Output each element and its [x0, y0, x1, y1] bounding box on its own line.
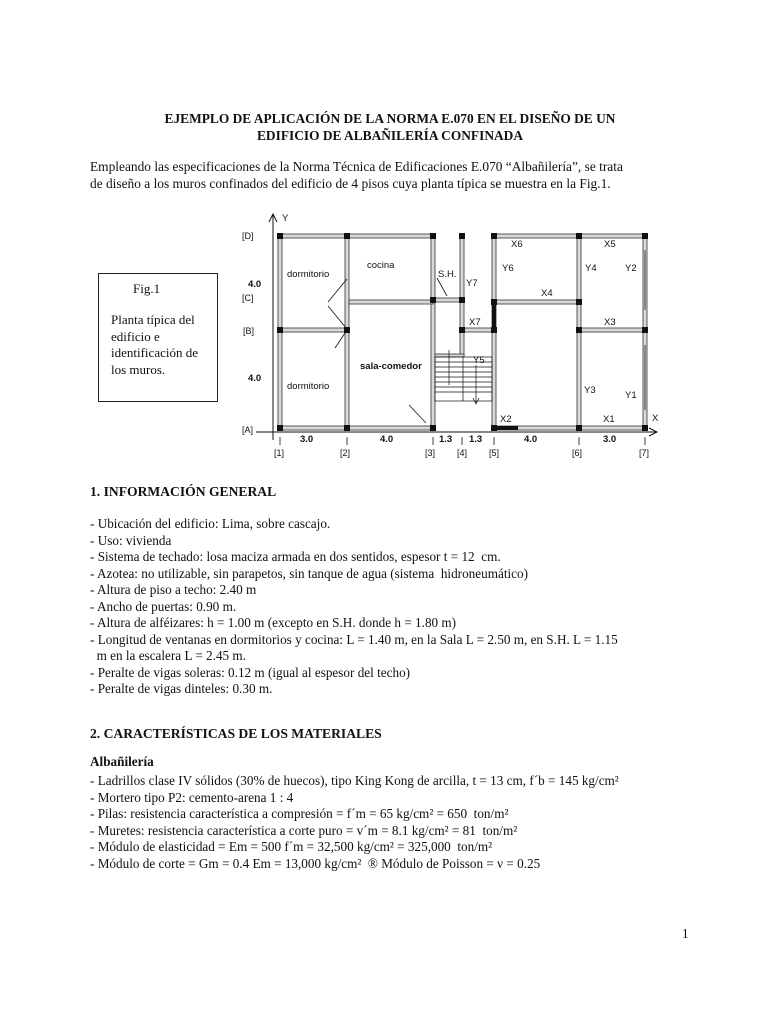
dim-h-6: 3.0 — [603, 434, 617, 445]
dim-h-4: 1.3 — [469, 434, 483, 445]
figure-title: Fig.1 — [133, 281, 161, 296]
room-sala-comedor: sala-comedor — [360, 361, 422, 372]
list-item: - Longitud de ventanas en dormitorios y cocina: L = 1.40 m, en la Sala L = 2.50 m, en S.H. L = 1.15 — [90, 631, 618, 647]
grid-row-a: [A] — [242, 425, 254, 435]
wall-label-x1: X1 — [603, 414, 615, 425]
dim-h-2: 4.0 — [380, 434, 394, 445]
wall-label-y1: Y1 — [625, 390, 637, 401]
section-2-subheading: Albañilería — [90, 754, 154, 769]
wall-label-y6: Y6 — [502, 263, 514, 274]
floor-plan-figure — [236, 205, 666, 460]
list-item: - Mortero tipo P2: cemento-arena 1 : 4 — [90, 789, 294, 805]
list-item: - Peralte de vigas dinteles: 0.30 m. — [90, 681, 273, 696]
dim-v-lower: 4.0 — [248, 373, 262, 384]
grid-row-c: [C] — [242, 293, 254, 303]
dim-v-upper: 4.0 — [248, 279, 262, 290]
plan-axes — [256, 214, 657, 440]
wall-label-y2: Y2 — [625, 263, 637, 274]
grid-col-4: [4] — [457, 448, 468, 458]
grid-col-2: [2] — [340, 448, 351, 458]
list-item: - Altura de piso a techo: 2.40 m — [90, 582, 257, 597]
list-item: - Ladrillos clase IV sólidos (30% de huecos), tipo King Kong de arcilla, t = 13 cm, f´b = 145 kg/cm² — [90, 773, 619, 788]
grid-row-b: [B] — [243, 326, 255, 336]
section-1-heading: 1. INFORMACIÓN GENERAL — [90, 484, 277, 499]
dimension-ticks — [280, 437, 645, 445]
figure-description: Planta típica del edificio e identificación de los muros. — [111, 312, 198, 377]
wall-label-x2: X2 — [500, 414, 512, 425]
grid-col-7: [7] — [639, 448, 650, 458]
list-item: - Altura de alféizares: h = 1.00 m (excepto en S.H. donde h = 1.80 m) — [90, 615, 457, 630]
wall-label-y7: Y7 — [466, 278, 478, 289]
list-item: - Peralte de vigas soleras: 0.12 m (igual al espesor del techo) — [90, 664, 411, 680]
wall-label-x5: X5 — [604, 239, 616, 250]
section-2-list — [90, 773, 700, 872]
wall-label-y3: Y3 — [584, 385, 596, 396]
wall-label-y4: Y4 — [585, 263, 597, 274]
wall-label-x7: X7 — [469, 317, 481, 328]
dim-h-5: 4.0 — [524, 434, 538, 445]
room-cocina: cocina — [367, 260, 395, 271]
room-dormitorio-bottom: dormitorio — [287, 381, 330, 392]
wall-label-x3: X3 — [604, 317, 616, 328]
list-item: - Azotea: no utilizable, sin parapetos, sin tanque de agua (sistema hidroneumático) — [90, 565, 528, 581]
wall-label-x4: X4 — [541, 288, 553, 299]
wall-label-x6: X6 — [511, 239, 523, 250]
grid-col-1: [1] — [274, 448, 285, 458]
list-item: - Sistema de techado: losa maciza armada en dos sentidos, espesor t = 12 cm. — [90, 549, 501, 564]
axis-y-label: Y — [282, 213, 289, 224]
figure-caption-box — [98, 273, 218, 402]
list-item: - Ubicación del edificio: Lima, sobre cascajo. — [90, 516, 331, 531]
axis-x-label: X — [652, 413, 659, 424]
page-number: 1 — [682, 926, 689, 941]
room-sh: S.H. — [438, 269, 457, 280]
section-2-heading: 2. CARACTERÍSTICAS DE LOS MATERIALES — [90, 726, 382, 741]
list-item: - Uso: vivienda — [90, 532, 172, 548]
section-1-list — [90, 516, 700, 698]
grid-col-6: [6] — [572, 448, 583, 458]
list-item: - Muretes: resistencia característica a corte puro = v´m = 8.1 kg/cm² = 81 ton/m² — [90, 822, 518, 838]
list-item: - Ancho de puertas: 0.90 m. — [90, 598, 237, 614]
list-item: - Pilas: resistencia característica a compresión = f´m = 65 kg/cm² = 650 ton/m² — [90, 806, 509, 821]
title-line-1: EJEMPLO DE APLICACIÓN DE LA NORMA E.070 EN EL DISEÑO DE UN — [164, 111, 616, 126]
room-dormitorio-top: dormitorio — [287, 269, 330, 280]
grid-col-5: [5] — [489, 448, 500, 458]
list-item: - Módulo de elasticidad = Em = 500 f´m = 32,500 kg/cm² = 325,000 ton/m² — [90, 839, 493, 854]
intro-line-2: de diseño a los muros confinados del edificio de 4 pisos cuya planta típica se muestra en la Fig.1. — [90, 176, 611, 191]
list-item: m en la escalera L = 2.45 m. — [90, 648, 246, 663]
intro-line-1: Empleando las especificaciones de la Norma Técnica de Edificaciones E.070 “Albañilería”, se trata — [90, 159, 623, 174]
document-title — [90, 110, 690, 144]
grid-row-d: [D] — [242, 231, 254, 241]
dim-h-3: 1.3 — [439, 434, 453, 445]
list-item: - Módulo de corte = Gm = 0.4 Em = 13,000 kg/cm² ® Módulo de Poisson = ν = 0.25 — [90, 855, 541, 871]
title-line-2: EDIFICIO DE ALBAÑILERÍA CONFINADA — [257, 128, 523, 143]
intro-paragraph — [90, 158, 690, 192]
wall-label-y5: Y5 — [473, 355, 485, 366]
dim-h-1: 3.0 — [300, 434, 314, 445]
grid-col-3: [3] — [425, 448, 436, 458]
